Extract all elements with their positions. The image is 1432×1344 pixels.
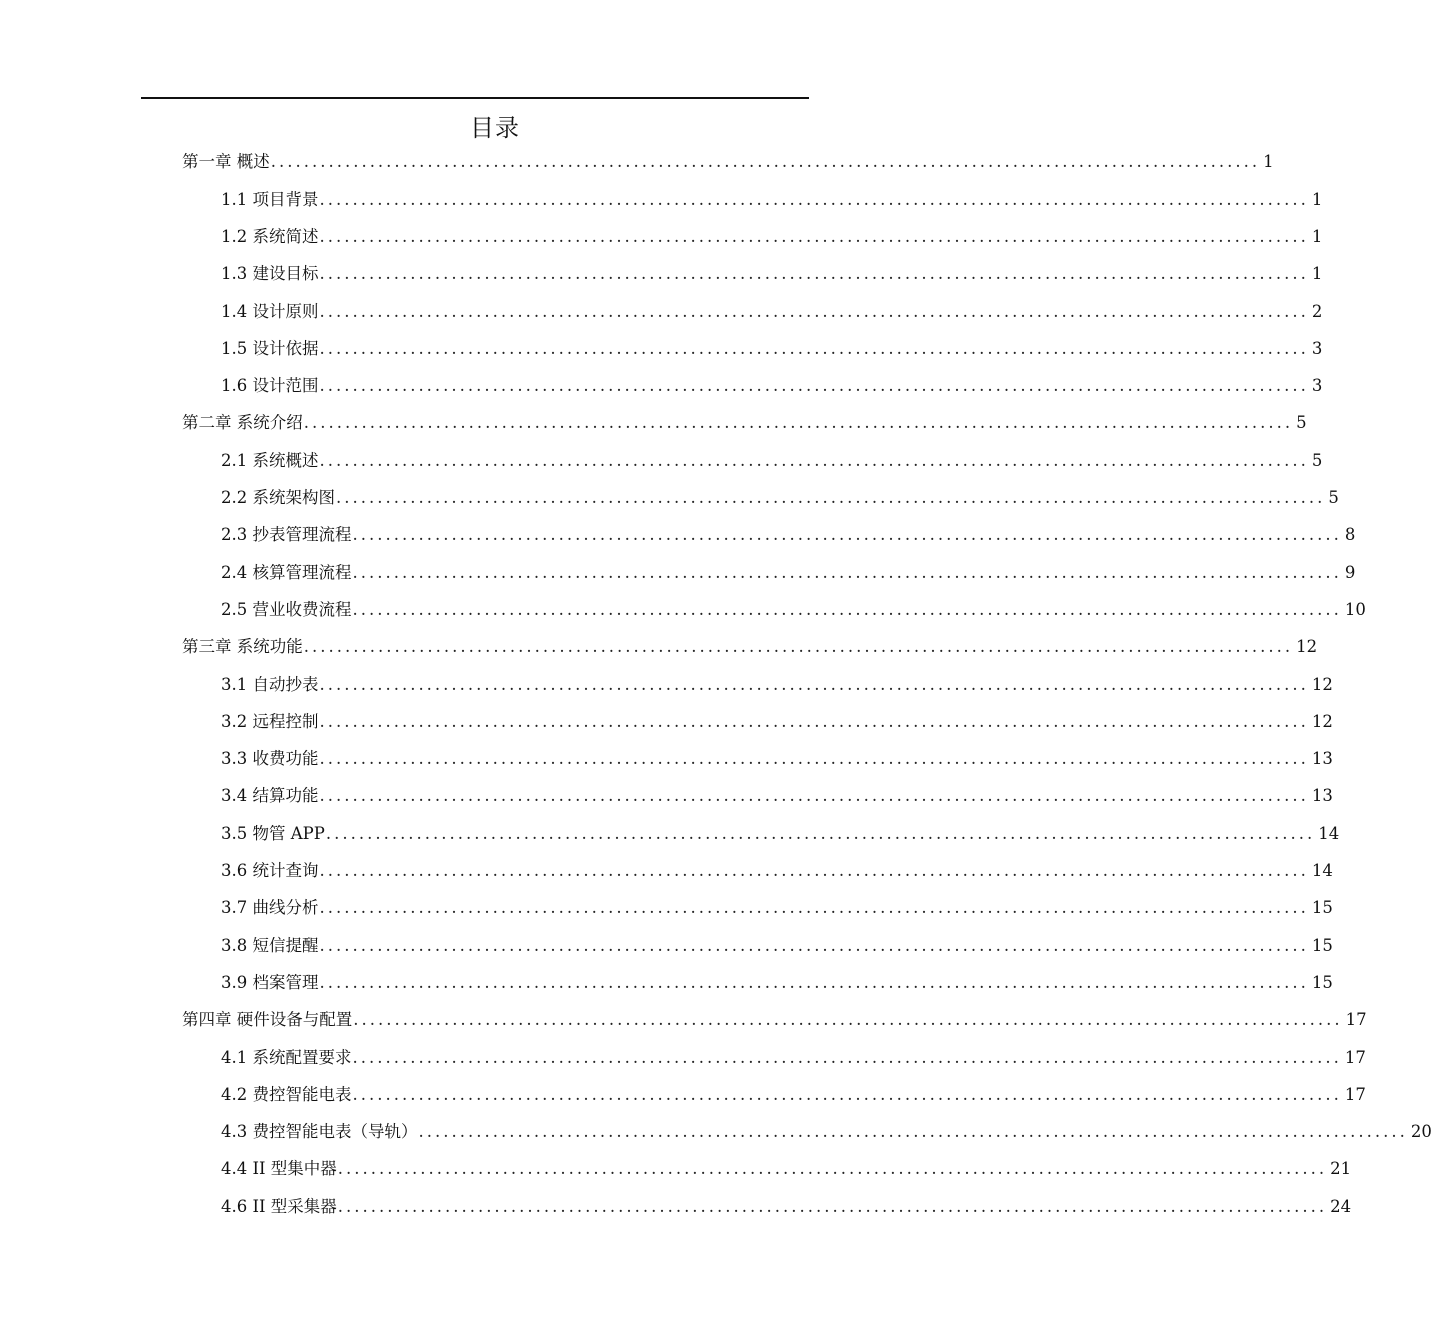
toc-section-entry[interactable] — [0, 517, 1356, 554]
toc-page-number: 1 — [1311, 189, 1323, 209]
toc-page-number: 9 — [1344, 562, 1356, 582]
toc-page-number: 15 — [1311, 898, 1333, 918]
toc-page-number: 3 — [1311, 376, 1323, 396]
toc-section-entry[interactable] — [0, 965, 1333, 1002]
toc-page-number: 10 — [1344, 599, 1366, 619]
toc-section-entry[interactable] — [0, 853, 1333, 890]
toc-leader-dots: ........................................................................................................................ — [352, 599, 1342, 619]
toc-leader-dots: ........................................................................................................................ — [319, 711, 1309, 731]
toc-entry-label: 第三章 系统功能 — [182, 637, 303, 657]
toc-page-number: 12 — [1296, 637, 1318, 657]
toc-section-entry[interactable] — [0, 480, 1339, 517]
toc-entry-label: 3.1 自动抄表 — [221, 674, 319, 694]
toc-entry-label: 1.2 系统简述 — [221, 226, 319, 246]
toc-page-number: 3 — [1311, 338, 1323, 358]
toc-section-entry[interactable] — [0, 778, 1333, 815]
toc-leader-dots: ........................................................................................................................ — [319, 861, 1309, 881]
toc-chapter-entry[interactable] — [0, 144, 1274, 181]
toc-list — [0, 144, 1432, 1226]
toc-leader-dots: ........................................................................................................................ — [303, 413, 1294, 433]
toc-leader-dots: ........................................................................................................................ — [352, 1047, 1342, 1067]
toc-page-number: 17 — [1344, 1084, 1366, 1104]
toc-section-entry[interactable] — [0, 554, 1356, 591]
toc-entry-label: 2.1 系统概述 — [221, 450, 319, 470]
toc-page-number: 17 — [1345, 1010, 1367, 1030]
toc-entry-label: 3.2 远程控制 — [221, 711, 319, 731]
toc-leader-dots: ........................................................................................................................ — [319, 972, 1309, 992]
toc-entry-label: 4.1 系统配置要求 — [221, 1047, 352, 1067]
toc-leader-dots: ........................................................................................................................ — [352, 1084, 1342, 1104]
toc-section-entry[interactable] — [0, 256, 1323, 293]
toc-page-number: 5 — [1296, 413, 1307, 433]
toc-leader-dots: ........................................................................................................................ — [336, 488, 1326, 508]
toc-leader-dots: ........................................................................................................................ — [319, 376, 1309, 396]
toc-entry-label: 第二章 系统介绍 — [182, 413, 303, 433]
top-rule — [141, 97, 809, 99]
toc-leader-dots: ........................................................................................................................ — [352, 525, 1342, 545]
toc-entry-label: 1.3 建设目标 — [221, 264, 319, 284]
toc-chapter-entry[interactable] — [0, 1002, 1367, 1039]
toc-leader-dots: ........................................................................................................................ — [319, 450, 1309, 470]
toc-entry-label: 1.1 项目背景 — [221, 189, 319, 209]
toc-page-number: 14 — [1318, 823, 1340, 843]
toc-leader-dots: ........................................................................................................................ — [319, 264, 1309, 284]
toc-page-number: 1 — [1311, 264, 1323, 284]
toc-leader-dots: ........................................................................................................................ — [325, 823, 1316, 843]
toc-section-entry[interactable] — [0, 1039, 1366, 1076]
toc-entry-label: 第一章 概述 — [182, 152, 270, 172]
toc-entry-label: 3.4 结算功能 — [221, 786, 319, 806]
toc-entry-label: 4.6 II 型采集器 — [221, 1196, 337, 1216]
toc-page-number: 8 — [1344, 525, 1356, 545]
toc-leader-dots: ........................................................................................................................ — [319, 935, 1309, 955]
toc-page-number: 24 — [1330, 1196, 1352, 1216]
toc-page-number: 15 — [1311, 972, 1333, 992]
toc-entry-label: 4.3 费控智能电表（导轨） — [221, 1122, 418, 1142]
toc-section-entry[interactable] — [0, 1076, 1366, 1113]
toc-entry-label: 2.4 核算管理流程 — [221, 562, 352, 582]
toc-section-entry[interactable] — [0, 1151, 1352, 1188]
toc-page-number: 13 — [1311, 749, 1333, 769]
toc-page-number: 12 — [1311, 711, 1333, 731]
toc-section-entry[interactable] — [0, 442, 1323, 479]
toc-section-entry[interactable] — [0, 927, 1333, 964]
toc-page-number: 1 — [1311, 226, 1323, 246]
toc-page-number: 13 — [1311, 786, 1333, 806]
toc-page-number: 12 — [1311, 674, 1333, 694]
toc-entry-label: 2.3 抄表管理流程 — [221, 525, 352, 545]
toc-section-entry[interactable] — [0, 890, 1333, 927]
toc-section-entry[interactable] — [0, 293, 1323, 330]
toc-entry-label: 2.5 营业收费流程 — [221, 599, 352, 619]
toc-entry-label: 3.5 物管 APP — [221, 823, 325, 843]
toc-entry-label: 1.6 设计范围 — [221, 376, 319, 396]
toc-page-number: 5 — [1311, 450, 1323, 470]
toc-section-entry[interactable] — [0, 741, 1333, 778]
toc-leader-dots: ........................................................................................................................ — [418, 1122, 1408, 1142]
toc-page-number: 14 — [1311, 861, 1333, 881]
toc-leader-dots: ........................................................................................................................ — [352, 562, 1342, 582]
toc-page-number: 1 — [1263, 152, 1274, 172]
toc-leader-dots: ........................................................................................................................ — [319, 749, 1309, 769]
toc-entry-label: 2.2 系统架构图 — [221, 488, 335, 508]
toc-section-entry[interactable] — [0, 368, 1323, 405]
toc-leader-dots: ........................................................................................................................ — [319, 189, 1309, 209]
toc-entry-label: 3.6 统计查询 — [221, 861, 319, 881]
toc-leader-dots: ........................................................................................................................ — [319, 674, 1309, 694]
toc-page-number: 5 — [1328, 488, 1339, 508]
toc-entry-label: 3.3 收费功能 — [221, 749, 319, 769]
toc-leader-dots: ........................................................................................................................ — [303, 637, 1294, 657]
toc-section-entry[interactable] — [0, 815, 1340, 852]
toc-page-number: 15 — [1311, 935, 1333, 955]
toc-section-entry[interactable] — [0, 592, 1366, 629]
toc-page-number: 17 — [1344, 1047, 1366, 1067]
toc-entry-label: 1.4 设计原则 — [221, 301, 319, 321]
toc-leader-dots: ........................................................................................................................ — [270, 152, 1261, 172]
toc-chapter-entry[interactable] — [0, 405, 1307, 442]
toc-leader-dots: ........................................................................................................................ — [319, 301, 1309, 321]
toc-section-entry[interactable] — [0, 219, 1323, 256]
toc-page-number: 20 — [1410, 1122, 1432, 1142]
toc-leader-dots: ........................................................................................................................ — [319, 226, 1309, 246]
toc-leader-dots: ........................................................................................................................ — [319, 898, 1309, 918]
toc-leader-dots: ........................................................................................................................ — [337, 1159, 1328, 1179]
toc-entry-label: 第四章 硬件设备与配置 — [182, 1010, 353, 1030]
toc-section-entry[interactable] — [0, 1114, 1432, 1151]
toc-section-entry[interactable] — [0, 330, 1323, 367]
toc-section-entry[interactable] — [0, 181, 1323, 218]
toc-chapter-entry[interactable] — [0, 629, 1318, 666]
toc-entry-label: 4.2 费控智能电表 — [221, 1084, 352, 1104]
toc-page-number: 21 — [1330, 1159, 1352, 1179]
toc-page-number: 2 — [1311, 301, 1323, 321]
toc-section-entry[interactable] — [0, 1188, 1352, 1225]
toc-entry-label: 1.5 设计依据 — [221, 338, 319, 358]
toc-entry-label: 3.9 档案管理 — [221, 972, 319, 992]
toc-leader-dots: ........................................................................................................................ — [319, 786, 1309, 806]
toc-title: 目录 — [470, 114, 520, 142]
toc-leader-dots: ........................................................................................................................ — [353, 1010, 1343, 1030]
toc-section-entry[interactable] — [0, 666, 1333, 703]
toc-entry-label: 4.4 II 型集中器 — [221, 1159, 337, 1179]
toc-section-entry[interactable] — [0, 703, 1333, 740]
toc-leader-dots: ........................................................................................................................ — [319, 338, 1309, 358]
toc-entry-label: 3.7 曲线分析 — [221, 898, 319, 918]
toc-entry-label: 3.8 短信提醒 — [221, 935, 319, 955]
toc-leader-dots: ........................................................................................................................ — [337, 1196, 1328, 1216]
